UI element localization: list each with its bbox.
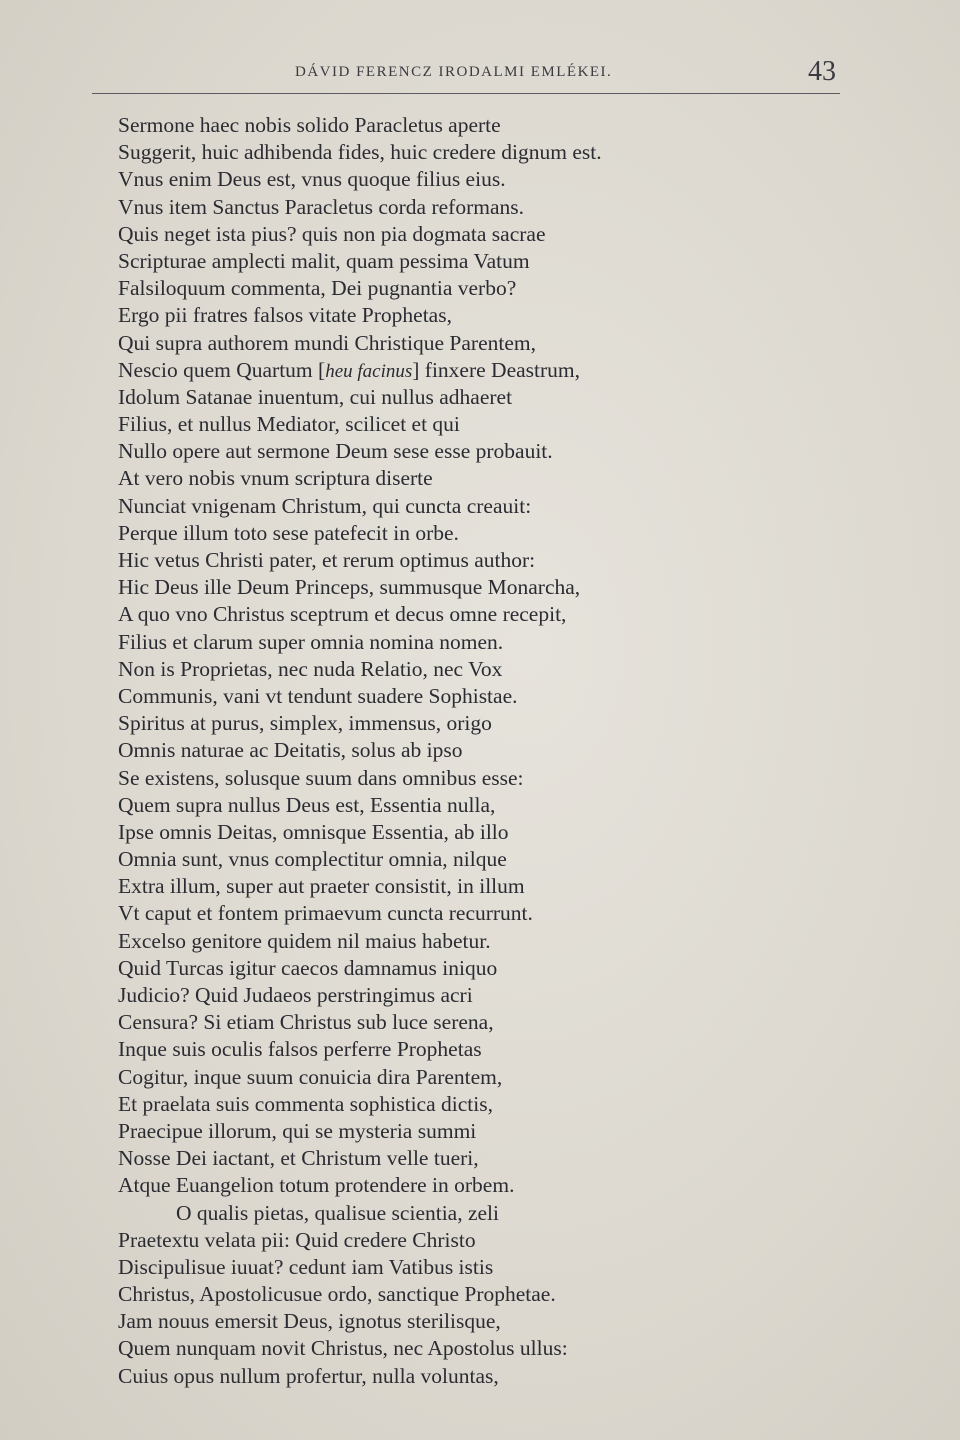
poem-line: Filius et clarum super omnia nomina nomen. (118, 629, 504, 654)
poem-line: Atque Euangelion totum protendere in orbem. (118, 1173, 515, 1198)
poem-line: Judicio? Quid Judaeos perstringimus acri (118, 983, 473, 1007)
poem-line: Et praelata suis commenta sophistica dictis, (118, 1091, 493, 1116)
poem-line: Vnus item Sanctus Paracletus corda reformans. (118, 194, 524, 219)
poem-line: Discipulisue iuuat? cedunt iam Vatibus istis (118, 1254, 494, 1279)
poem-line: Hic vetus Christi pater, et rerum optimus author: (118, 548, 536, 572)
poem-line: Cuius opus nullum profertur, nulla voluntas, (118, 1363, 499, 1388)
poem-line: Vt caput et fontem primaevum cuncta recurrunt. (118, 901, 533, 926)
poem-line: Ergo pii fratres falsos vitate Prophetas, (118, 303, 452, 328)
poem-line: Falsiloquum commenta, Dei pugnantia verbo? (118, 276, 517, 301)
poem-line: Jam nouus emersit Deus, ignotus sterilisque, (118, 1309, 501, 1334)
running-head: DÁVID FERENCZ IRODALMI EMLÉKEI. (295, 64, 613, 80)
poem-line: Sermone haec nobis solido Paracletus aperte (118, 113, 501, 137)
poem-line: O qualis pietas, qualisue scientia, zeli (176, 1200, 500, 1225)
poem-line: Praetextu velata pii: Quid credere Christo (118, 1227, 476, 1252)
line-text-before: Nescio quem Quartum [ (118, 357, 326, 382)
line-text-after: ] finxere Deastrum, (412, 357, 581, 382)
poem-line: Qui supra authorem mundi Christique Parentem, (118, 330, 536, 355)
poem-line: Nosse Dei iactant, et Christum velle tueri, (118, 1146, 479, 1171)
poem-line: Cogitur, inque suum conuicia dira Parentem, (118, 1064, 503, 1089)
poem-line: Scripturae amplecti malit, quam pessima Vatum (118, 248, 530, 273)
poem-line: Censura? Si etiam Christus sub luce serena, (118, 1010, 494, 1035)
poem-line: Excelso genitore quidem nil maius habetur. (118, 928, 491, 953)
poem-line: Omnia sunt, vnus complectitur omnia, nilque (118, 847, 507, 872)
poem-line: Omnis naturae ac Deitatis, solus ab ipso (118, 738, 463, 763)
poem-line: Idolum Satanae inuentum, cui nullus adhaeret (118, 384, 513, 409)
poem-line: Filius, et nullus Mediator, scilicet et qui (118, 412, 460, 437)
poem-line: Quid Turcas igitur caecos damnamus iniquo (118, 955, 498, 980)
poem-line: At vero nobis vnum scriptura diserte (118, 466, 433, 491)
poem-line: Nunciat vnigenam Christum, qui cuncta creauit: (118, 493, 532, 518)
poem-line: Non is Proprietas, nec nuda Relatio, nec Vox (118, 656, 503, 681)
poem-line: Hic Deus ille Deum Princeps, summusque Monarcha, (118, 575, 581, 600)
poem-line: Quis neget ista pius? quis non pia dogmata sacrae (118, 221, 546, 246)
poem-line: Christus, Apostolicusue ordo, sanctique Prophetae. (118, 1282, 556, 1307)
poem-line: Quem nunquam novit Christus, nec Apostolus ullus: (118, 1336, 568, 1361)
poem-line: Inque suis oculis falsos perferre Prophetas (118, 1037, 482, 1062)
poem-line: Extra illum, super aut praeter consistit, in illum (118, 874, 525, 899)
poem-line: Praecipue illorum, qui se mysteria summi (118, 1118, 477, 1143)
poem-line: Communis, vani vt tendunt suadere Sophistae. (118, 683, 518, 708)
poem-line: Spiritus at purus, simplex, immensus, origo (118, 711, 492, 736)
poem-line: Vnus enim Deus est, vnus quoque filius eius. (118, 167, 506, 192)
poem-line (118, 357, 838, 384)
line-text-italic: heu facinus (325, 360, 413, 382)
poem-line: Perque illum toto sese patefecit in orbe. (118, 520, 459, 545)
poem-line: Ipse omnis Deitas, omnisque Essentia, ab illo (118, 819, 509, 844)
poem-line: Nullo opere aut sermone Deum sese esse probauit. (118, 439, 553, 464)
poem-line: Se existens, solusque suum dans omnibus esse: (118, 765, 524, 790)
poem-line: A quo vno Christus sceptrum et decus omne recepit, (118, 602, 567, 627)
poem-text (118, 112, 838, 1390)
page-number: 43 (808, 56, 836, 87)
page-header (0, 56, 960, 96)
poem-line: Suggerit, huic adhibenda fides, huic credere dignum est. (118, 140, 602, 165)
header-rule (92, 93, 840, 94)
poem-line: Quem supra nullus Deus est, Essentia nulla, (118, 792, 496, 817)
